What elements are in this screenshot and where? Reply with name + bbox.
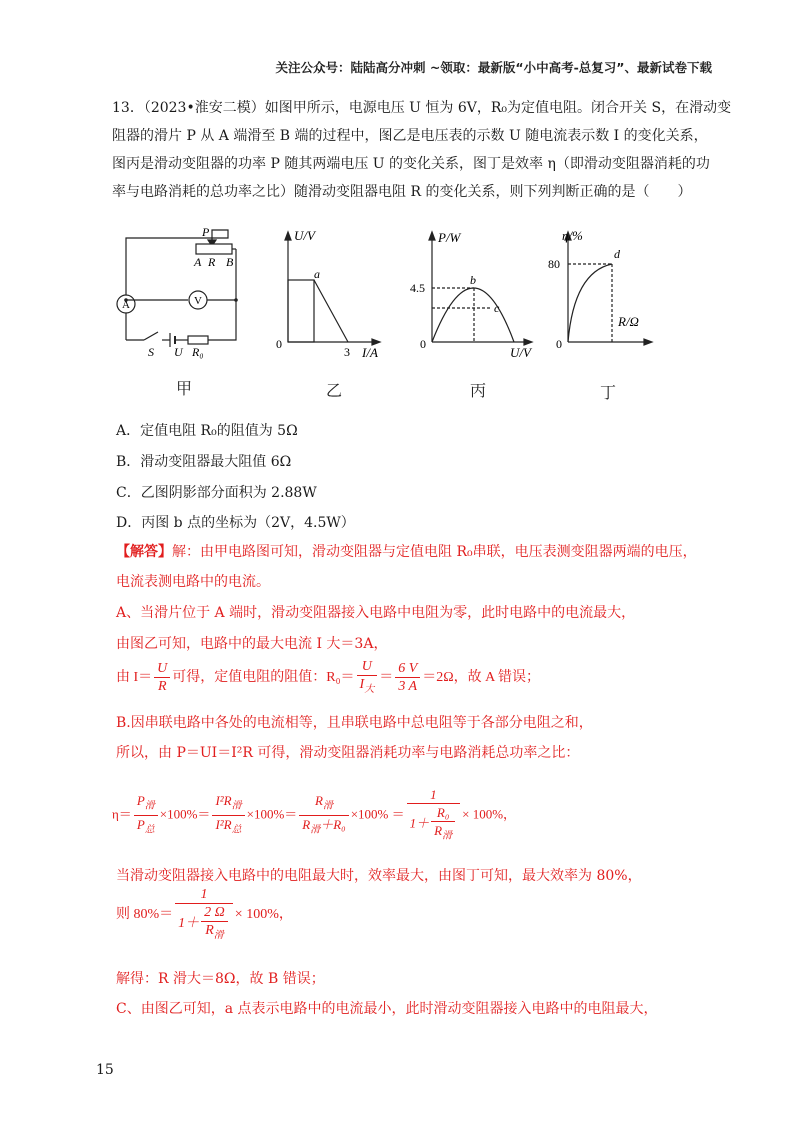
option-d: D．丙图 b 点的坐标为（2V，4.5W） (116, 515, 355, 531)
solution-a-3: 由 I＝ $\frac{U}{R}$ 可得，定值电阻的阻值：R₀＝ $\frac{U}{I_大}$ ＝ $\frac{6 V}{3 A}$ ＝2Ω，故 A 错误； (116, 658, 540, 698)
fraction-r-ratio: $\frac{R_滑}{R_滑+R_0}$ (299, 792, 348, 838)
page-header: 关注公众号：陆陆高分冲刺 ~领取：最新版“小中高考-总复习”、最新试卷下载 (275, 60, 712, 75)
solution-eta-formula: η＝ $\frac{P_滑}{P_总}$ ×100%＝ $\frac{I^2R_滑}{I^2R_总}$ ×100%＝ $\frac{R_滑}{R_滑+R_0}$ ×100% ＝ 1 1＋ $\frac{\text{R₀}}{R_滑}$ × 100%， (112, 786, 516, 845)
question-number: 13． (112, 100, 144, 116)
graph-ding (540, 226, 660, 361)
option-b: B．滑动变阻器最大阻值 6Ω (116, 454, 292, 470)
solution-tag: 【解答】 (116, 544, 172, 560)
figure-caption-bing: 丙 (470, 381, 487, 400)
ammeter-label: A (122, 299, 130, 311)
question-line-2: 阻器的滑片 P 从 A 端滑至 B 端的过程中，图乙是电压表的示数 U 随电流表示数 I 的变化关系， (112, 128, 708, 144)
yi-point-a: a (314, 267, 320, 281)
fraction-u-over-r: $\frac{U}{R}$ (154, 660, 170, 695)
graph-yi (272, 226, 392, 361)
question-line-4: 率与电路消耗的总功率之比）随滑动变阻器电阻 R 的变化关系，则下列判断正确的是（ ） (112, 184, 692, 200)
yi-xlabel: I/A (362, 345, 378, 360)
figure-caption-ding: 丁 (600, 383, 617, 402)
ding-point-d: d (614, 247, 620, 261)
bing-point-c: c (494, 301, 500, 315)
label-A: A (194, 255, 202, 269)
question-text (112, 94, 732, 206)
fraction-i2r-ratio: $\frac{I^2R_滑}{I^2R_总}$ (212, 792, 244, 838)
graph-bing (406, 226, 546, 361)
bing-ytick: 4.5 (410, 281, 425, 295)
solution-b-1: B.因串联电路中各处的电流相等，且串联电路中总电阻等于各部分电阻之和， (116, 715, 593, 731)
figure-caption-jia: 甲 (176, 379, 193, 398)
fraction-eighty-percent: 1 1＋ $\frac{2 \Omega}{R_滑}$ (175, 886, 233, 944)
solution-intro-1: 【解答】解：由甲电路图可知，滑动变阻器与定值电阻 R₀串联，电压表测变阻器两端的电压， (116, 544, 697, 560)
solution-b-3: 当滑动变阻器接入电路中的电阻最大时，效率最大，由图丁可知，最大效率为 80%， (116, 868, 642, 884)
label-B: B (226, 255, 234, 269)
solution-b-5: 解得：R 滑大＝8Ω，故 B 错误； (116, 971, 325, 987)
ding-ytick: 80 (548, 257, 560, 271)
bing-origin: 0 (420, 337, 426, 351)
option-a: A．定值电阻 R₀的阻值为 5Ω (116, 423, 298, 439)
solution-c-1: C、由图乙可知，a 点表示电路中的电流最小，此时滑动变阻器接入电路中的电阻最大， (116, 1001, 658, 1017)
fraction-u-over-imax: $\frac{U}{I_大}$ (357, 658, 378, 698)
label-R: R (208, 255, 216, 269)
ding-origin: 0 (556, 337, 562, 351)
fraction-one-over: 1 1＋ $\frac{\text{R₀}}{R_滑}$ (407, 786, 460, 845)
solution-b-2: 所以，由 P＝UI＝I²R 可得，滑动变阻器消耗功率与电路消耗总功率之比： (116, 745, 580, 761)
fraction-p-ratio: $\frac{P_滑}{P_总}$ (134, 792, 158, 838)
yi-origin: 0 (276, 337, 282, 351)
r0-label: R₀ (192, 345, 204, 359)
circuit-diagram-jia (108, 222, 248, 362)
bing-point-b: b (470, 273, 476, 287)
voltmeter-label: V (194, 295, 202, 307)
solution-a-1: A、当滑片位于 A 端时，滑动变阻器接入电路中电阻为零，此时电路中的电流最大， (116, 605, 636, 621)
figure-caption-yi: 乙 (326, 381, 343, 400)
bing-xlabel: U/V (510, 345, 531, 360)
question-line-1: 13．（2023•淮安二模）如图甲所示，电源电压 U 恒为 6V，R₀为定值电阻。闭合开关 S，在滑动变 (112, 100, 732, 116)
bing-ylabel: P/W (438, 230, 461, 245)
solution-b-4: 则 80%＝ 1 1＋ $\frac{2 \Omega}{R_滑}$ × 100%， (116, 886, 293, 944)
ding-ylabel: η/% (562, 228, 583, 243)
solution-a-2: 由图乙可知，电路中的最大电流 I 大＝3A， (116, 636, 388, 652)
option-c: C．乙图阴影部分面积为 2.88W (116, 485, 317, 501)
yi-xtick: 3 (344, 345, 350, 359)
switch-label: S (148, 345, 154, 359)
label-P: P (202, 225, 210, 239)
solution-intro-2: 电流表测电路中的电流。 (116, 574, 270, 590)
ding-xlabel: R/Ω (618, 314, 639, 329)
source-label: U (174, 345, 183, 359)
question-line-3: 图丙是滑动变阻器的功率 P 随其两端电压 U 的变化关系，图丁是效率 η（即滑动变阻器消耗的功 (112, 156, 710, 172)
yi-ylabel: U/V (294, 228, 315, 243)
page-number: 15 (96, 1062, 114, 1078)
fraction-6v-over-3a: $\frac{6 V}{3 A}$ (395, 660, 420, 695)
